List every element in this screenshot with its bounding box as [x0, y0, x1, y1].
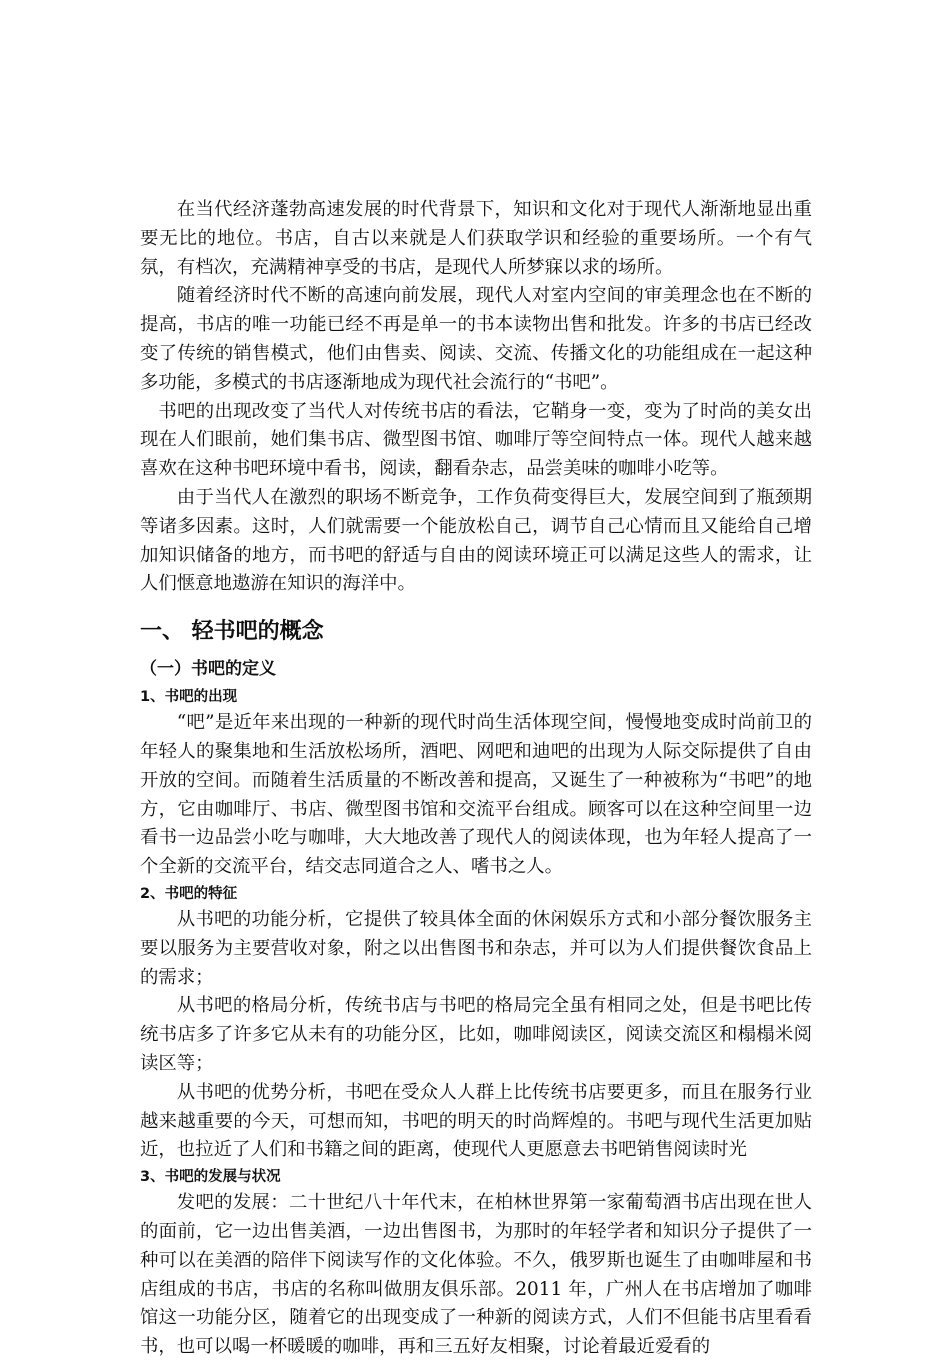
item3-paragraph-1: 发吧的发展：二十世纪八十年代末，在柏林世界第一家葡萄酒书店出现在世人的面前，它一边出售美酒，一边出售图书，为那时的年轻学者和知识分子提供了一种可以在美酒的陪伴下阅读写作的文化体验。不久，俄罗斯也诞生了由咖啡屋和书店组成的书店，书店的名称叫做朋友俱乐部。2011 年，广州人在书店增加了咖啡馆这一功能分区，随着它的出现变成了一种新的阅读方式，人们不但能书店里看看书，也可以喝一杯暖暖的咖啡，再和三五好友相聚，讨论着最近爱看的 [140, 1192, 812, 1358]
intro-paragraph-2: 随着经济时代不断的高速向前发展，现代人对室内空间的审美理念也在不断的提高，书店的唯一功能已经不再是单一的书本读物出售和批发。许多的书店已经改变了传统的销售模式，他们由售卖、阅读、交流、传播文化的功能组成在一起这种多功能，多模式的书店逐渐地成为现代社会流行的“书吧”。 [140, 285, 812, 393]
intro-paragraph-3: 书吧的出现改变了当代人对传统书店的看法，它鞘身一变，变为了时尚的美女出现在人们眼前，她们集书店、微型图书馆、咖啡厅等空间特点一体。现代人越来越喜欢在这种书吧环境中看书，阅读，翻看杂志，品尝美味的咖啡小吃等。 [140, 400, 812, 480]
item2-paragraph-2: 从书吧的格局分析，传统书店与书吧的格局完全虽有相同之处，但是书吧比传统书店多了许多它从未有的功能分区，比如，咖啡阅读区，阅读交流区和榻榻米阅读区等； [140, 995, 812, 1074]
item-heading-1: 1、书吧的出现 [140, 689, 238, 706]
intro-paragraph-1: 在当代经济蓬勃高速发展的时代背景下，知识和文化对于现代人渐渐地显出重要无比的地位。书店，自古以来就是人们获取学识和经验的重要场所。一个有气氛，有档次，充满精神享受的书店，是现代人所梦寐以求的场所。 [140, 199, 812, 278]
item-heading-2: 2、书吧的特征 [140, 885, 238, 902]
document-body [140, 196, 812, 1362]
item2-paragraph-3: 从书吧的优势分析，书吧在受众人人群上比传统书店要更多，而且在服务行业越来越重要的今天，可想而知，书吧的明天的时尚辉煌的。书吧与现代生活更加贴近，也拉近了人们和书籍之间的距离，使现代人更愿意去书吧销售阅读时光 [140, 1081, 812, 1161]
item-heading-3: 3、书吧的发展与状况 [140, 1169, 281, 1186]
item1-paragraph-1: “吧”是近年来出现的一种新的现代时尚生活体现空间，慢慢地变成时尚前卫的年轻人的聚集地和生活放松场所，酒吧、网吧和迪吧的出现为人际交际提供了自由开放的空间。而随着生活质量的不断改善和提高，又诞生了一种被称为“书吧”的地方，它由咖啡厅、书店、微型图书馆和交流平台组成。顾客可以在这种空间里一边看书一边品尝小吃与咖啡，大大地改善了现代人的阅读体现，也为年轻人提高了一个全新的交流平台，结交志同道合之人、嗜书之人。 [140, 712, 812, 878]
item2-paragraph-1: 从书吧的功能分析，它提供了较具体全面的休闲娱乐方式和小部分餐饮服务主要以服务为主要营收对象，附之以出售图书和杂志，并可以为人们提供餐饮食品上的需求； [140, 908, 812, 988]
section-heading: 一、 轻书吧的概念 [140, 619, 324, 645]
subsection-heading: （一）书吧的定义 [140, 659, 276, 680]
intro-paragraph-4: 由于当代人在激烈的职场不断竞争，工作负荷变得巨大，发展空间到了瓶颈期等诸多因素。这时，人们就需要一个能放松自己，调节自己心情而且又能给自己增加知识储备的地方，而书吧的舒适与自由的阅读环境正可以满足这些人的需求，让人们惬意地遨游在知识的海洋中。 [140, 486, 812, 595]
